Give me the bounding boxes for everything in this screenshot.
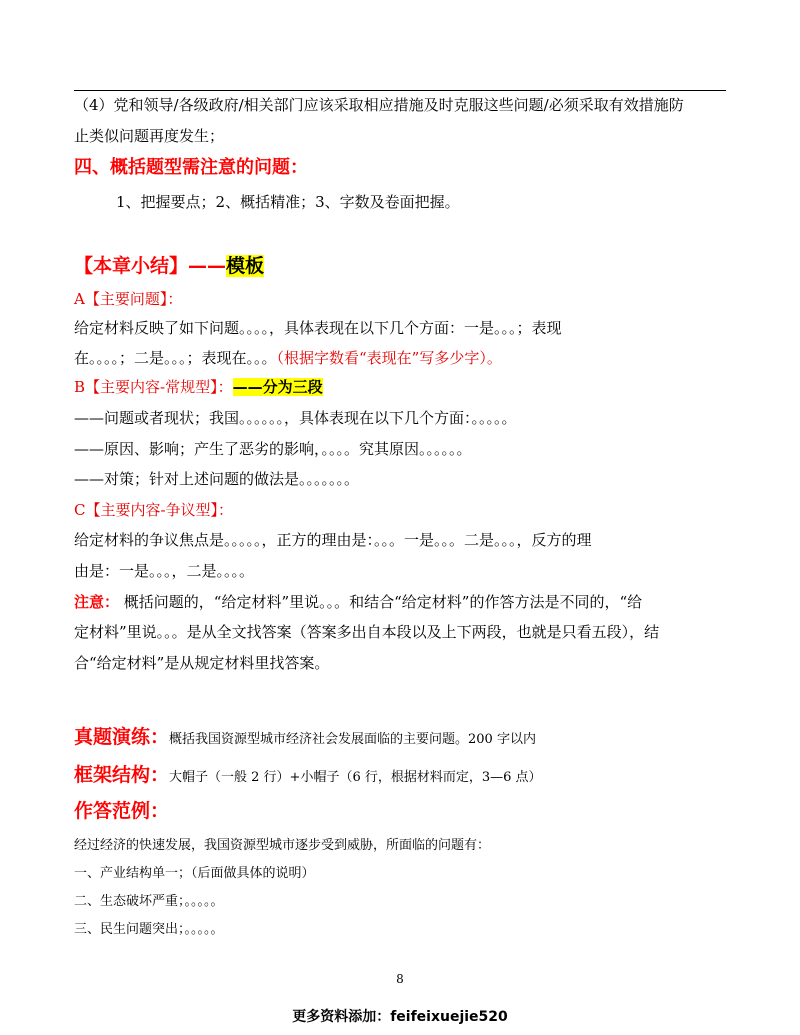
top-rule <box>74 90 726 91</box>
practice-row <box>74 724 536 753</box>
partA-line2-note: （根据字数看“表现在”写多少字）。 <box>276 349 502 367</box>
note-line2: 定材料”里说。。。是从全文找答案（答案多出自本段以及上下两段，也就是只看五段），结 <box>74 623 660 641</box>
partA-line2-text: 在。。。。；二是。。。；表现在。。。 <box>74 349 277 367</box>
example-item-3: 三、民生问题突出；。。。。。 <box>74 922 224 937</box>
item4-line2: 止类似问题再度发生； <box>74 127 225 145</box>
partB-label: B【主要内容-常规型】： <box>74 378 233 396</box>
partA-label: A【主要问题】： <box>74 290 183 308</box>
partA-line1: 给定材料反映了如下问题。。。。，具体表现在以下几个方面：一是。。。；表现 <box>74 319 562 337</box>
summary-heading-prefix: 【本章小结】—— <box>74 255 227 277</box>
framework-text: 大帽子（一般 2 行）+小帽子（6 行，根据材料而定，3—6 点） <box>169 770 542 785</box>
framework-label: 框架结构： <box>74 764 170 786</box>
practice-text: 概括我国资源型城市经济社会发展面临的主要问题。200 字以内 <box>169 732 536 747</box>
practice-label: 真题演练： <box>74 726 170 748</box>
footer-note: 更多资料添加：feifeixuejie520 <box>292 1009 508 1025</box>
example-label: 作答范例： <box>74 800 170 822</box>
note-line1 <box>74 592 642 612</box>
partB-line2: ——原因、影响；产生了恶劣的影响，。。。。究其原因。。。。。。 <box>74 440 472 458</box>
section4-heading: 四、概括题型需注意的问题： <box>74 157 308 178</box>
partB-label-row <box>74 377 323 397</box>
item4-line1: （4）党和领导/各级政府/相关部门应该采取相应措施及时克服这些问题/必须采取有效措施防 <box>74 96 684 114</box>
summary-heading <box>74 253 264 279</box>
partC-line2: 由是：一是。。。，二是。。。。 <box>74 562 255 580</box>
partB-line1: ——问题或者现状；我国。。。。。。，具体表现在以下几个方面：。。。。。 <box>74 409 517 427</box>
example-item-1: 一、产业结构单一；（后面做具体的说明） <box>74 866 315 881</box>
note-line1-text: 概括问题的，“给定材料”里说。。。和结合“给定材料”的作答方法是不同的，“给 <box>119 593 643 611</box>
note-label: 注意： <box>74 593 120 611</box>
page-number: 8 <box>396 972 404 986</box>
partB-line3: ——对策；针对上述问题的做法是。。。。。。。 <box>74 470 360 488</box>
framework-row <box>74 762 542 791</box>
example-intro: 经过经济的快速发展，我国资源型城市逐步受到威胁，所面临的问题有： <box>74 838 491 853</box>
partA-line2 <box>74 348 502 368</box>
section4-points: 1、把握要点；2、概括精准；3、字数及卷面把握。 <box>116 193 460 211</box>
partC-line1: 给定材料的争议焦点是。。。。。，正方的理由是：。。。一是。。。二是。。。，反方的理 <box>74 531 592 549</box>
example-item-2: 二、生态破坏严重；。。。。。 <box>74 894 224 909</box>
partC-label: C【主要内容-争议型】： <box>74 501 234 519</box>
summary-heading-highlight: 模板 <box>226 255 265 277</box>
note-line3: 合“给定材料”是从规定材料里找答案。 <box>74 654 330 672</box>
partB-label-highlight: ——分为三段 <box>232 378 323 396</box>
